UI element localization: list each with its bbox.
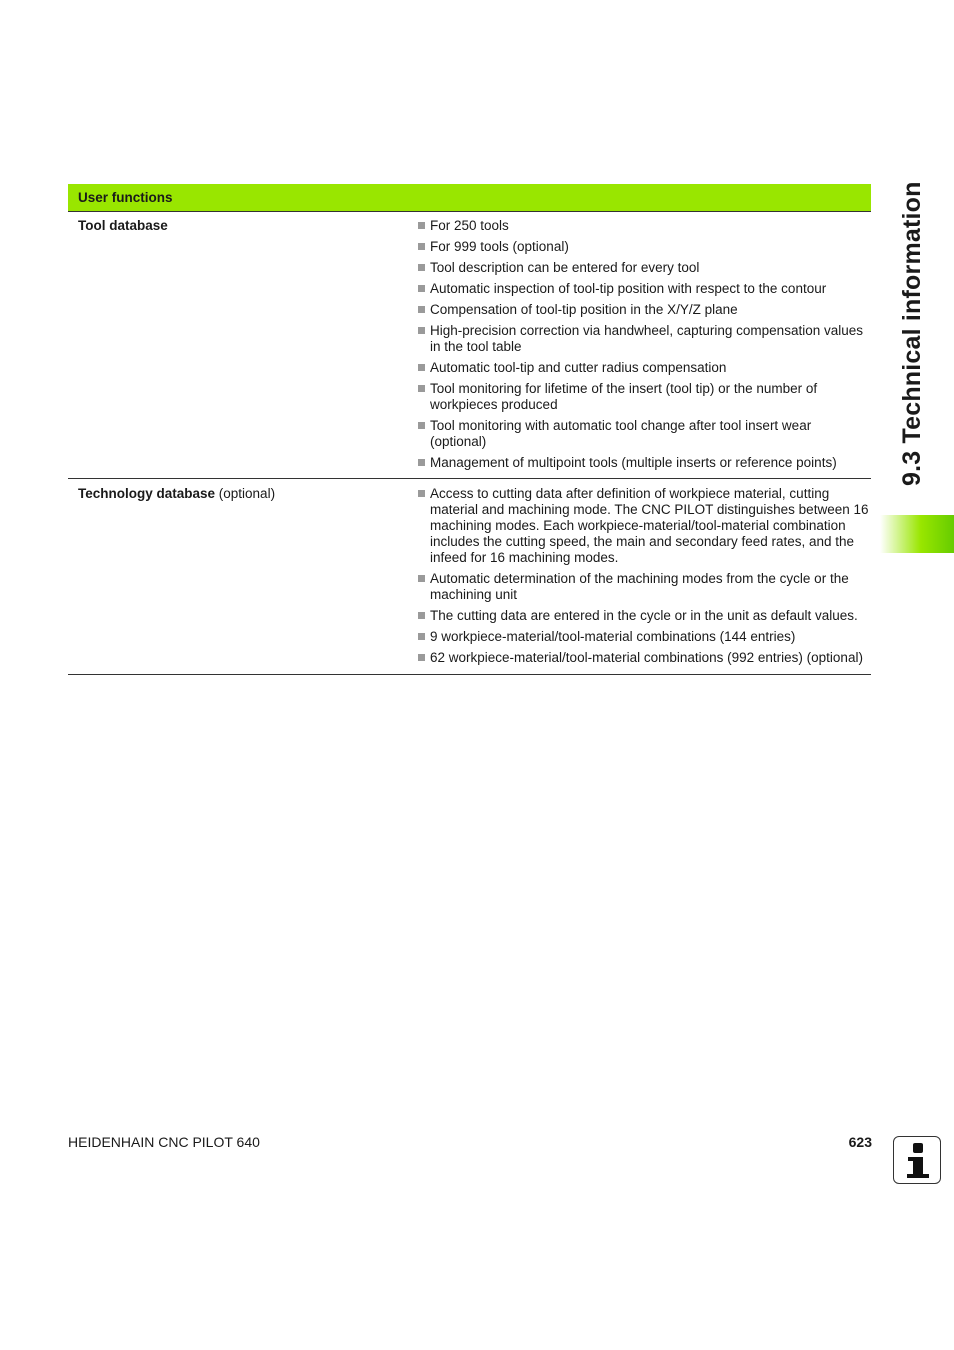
list-item	[417, 302, 871, 318]
info-icon-base	[907, 1174, 929, 1178]
list-item	[417, 650, 871, 666]
list-item	[417, 360, 871, 376]
list-item	[417, 486, 871, 566]
info-icon-dot	[913, 1143, 923, 1153]
list-item	[417, 571, 871, 603]
bullet-square-icon	[418, 422, 425, 429]
bullet-square-icon	[418, 327, 425, 334]
bullet-square-icon	[418, 575, 425, 582]
bullet-square-icon	[418, 633, 425, 640]
list-item-text: Tool monitoring with automatic tool change after tool insert wear (optional)	[430, 418, 812, 449]
bullet-square-icon	[418, 364, 425, 371]
list-item	[417, 455, 871, 471]
list-item-text: 62 workpiece-material/tool-material combinations (992 entries) (optional)	[430, 650, 863, 665]
page-number: 623	[848, 1134, 872, 1150]
list-item-text: For 250 tools	[430, 218, 509, 233]
list-item-text: The cutting data are entered in the cycle or in the unit as default values.	[430, 608, 858, 623]
list-item	[417, 323, 871, 355]
row-label-suffix: (optional)	[215, 486, 276, 501]
bullet-square-icon	[418, 459, 425, 466]
bullet-square-icon	[418, 385, 425, 392]
feature-table	[68, 184, 871, 675]
info-icon	[893, 1136, 941, 1184]
bullet-square-icon	[418, 654, 425, 661]
list-item-text: Automatic tool-tip and cutter radius compensation	[430, 360, 727, 375]
bullet-square-icon	[418, 222, 425, 229]
bullet-square-icon	[418, 243, 425, 250]
footer-product-name: HEIDENHAIN CNC PILOT 640	[68, 1134, 260, 1150]
list-item-text: Tool monitoring for lifetime of the insert (tool tip) or the number of workpieces produced	[430, 381, 818, 412]
list-item	[417, 218, 871, 234]
bullet-square-icon	[418, 264, 425, 271]
list-item	[417, 608, 871, 624]
row-label	[78, 218, 168, 234]
bullet-list	[417, 486, 871, 666]
bullet-square-icon	[418, 612, 425, 619]
bullet-square-icon	[418, 490, 425, 497]
list-item	[417, 260, 871, 276]
table-header: User functions	[68, 184, 871, 212]
list-item-text: Management of multipoint tools (multiple inserts or reference points)	[430, 455, 837, 470]
list-item	[417, 418, 871, 450]
list-item-text: Compensation of tool-tip position in the X/Y/Z plane	[430, 302, 738, 317]
list-item-text: 9 workpiece-material/tool-material combinations (144 entries)	[430, 629, 796, 644]
bullet-square-icon	[418, 285, 425, 292]
table-row-tool-database	[68, 212, 871, 479]
list-item-text: Tool description can be entered for every tool	[430, 260, 700, 275]
list-item	[417, 629, 871, 645]
list-item-text: For 999 tools (optional)	[430, 239, 569, 254]
row-label-bold: Tool database	[78, 218, 168, 233]
table-row-technology-database	[68, 479, 871, 675]
bullet-list	[417, 218, 871, 471]
list-item	[417, 281, 871, 297]
list-item-text: Automatic inspection of tool-tip position with respect to the contour	[430, 281, 827, 296]
row-label-bold: Technology database	[78, 486, 216, 501]
list-item-text: High-precision correction via handwheel, capturing compensation values in the tool table	[430, 323, 863, 354]
list-item-text: Automatic determination of the machining modes from the cycle or the machining unit	[430, 571, 849, 602]
chapter-tab	[880, 515, 954, 553]
section-title-vertical: 9.3 Technical information	[898, 181, 926, 486]
list-item	[417, 239, 871, 255]
row-label	[78, 486, 275, 502]
list-item	[417, 381, 871, 413]
list-item-text: Access to cutting data after definition of workpiece material, cutting material and machining mode. The CNC PILOT distinguishes between 16 machining modes. Each workpiece-material/tool-material combination includes the cutting speed, the main and secondary feed rates, and the infeed for 16 machining modes.	[430, 486, 869, 565]
bullet-square-icon	[418, 306, 425, 313]
